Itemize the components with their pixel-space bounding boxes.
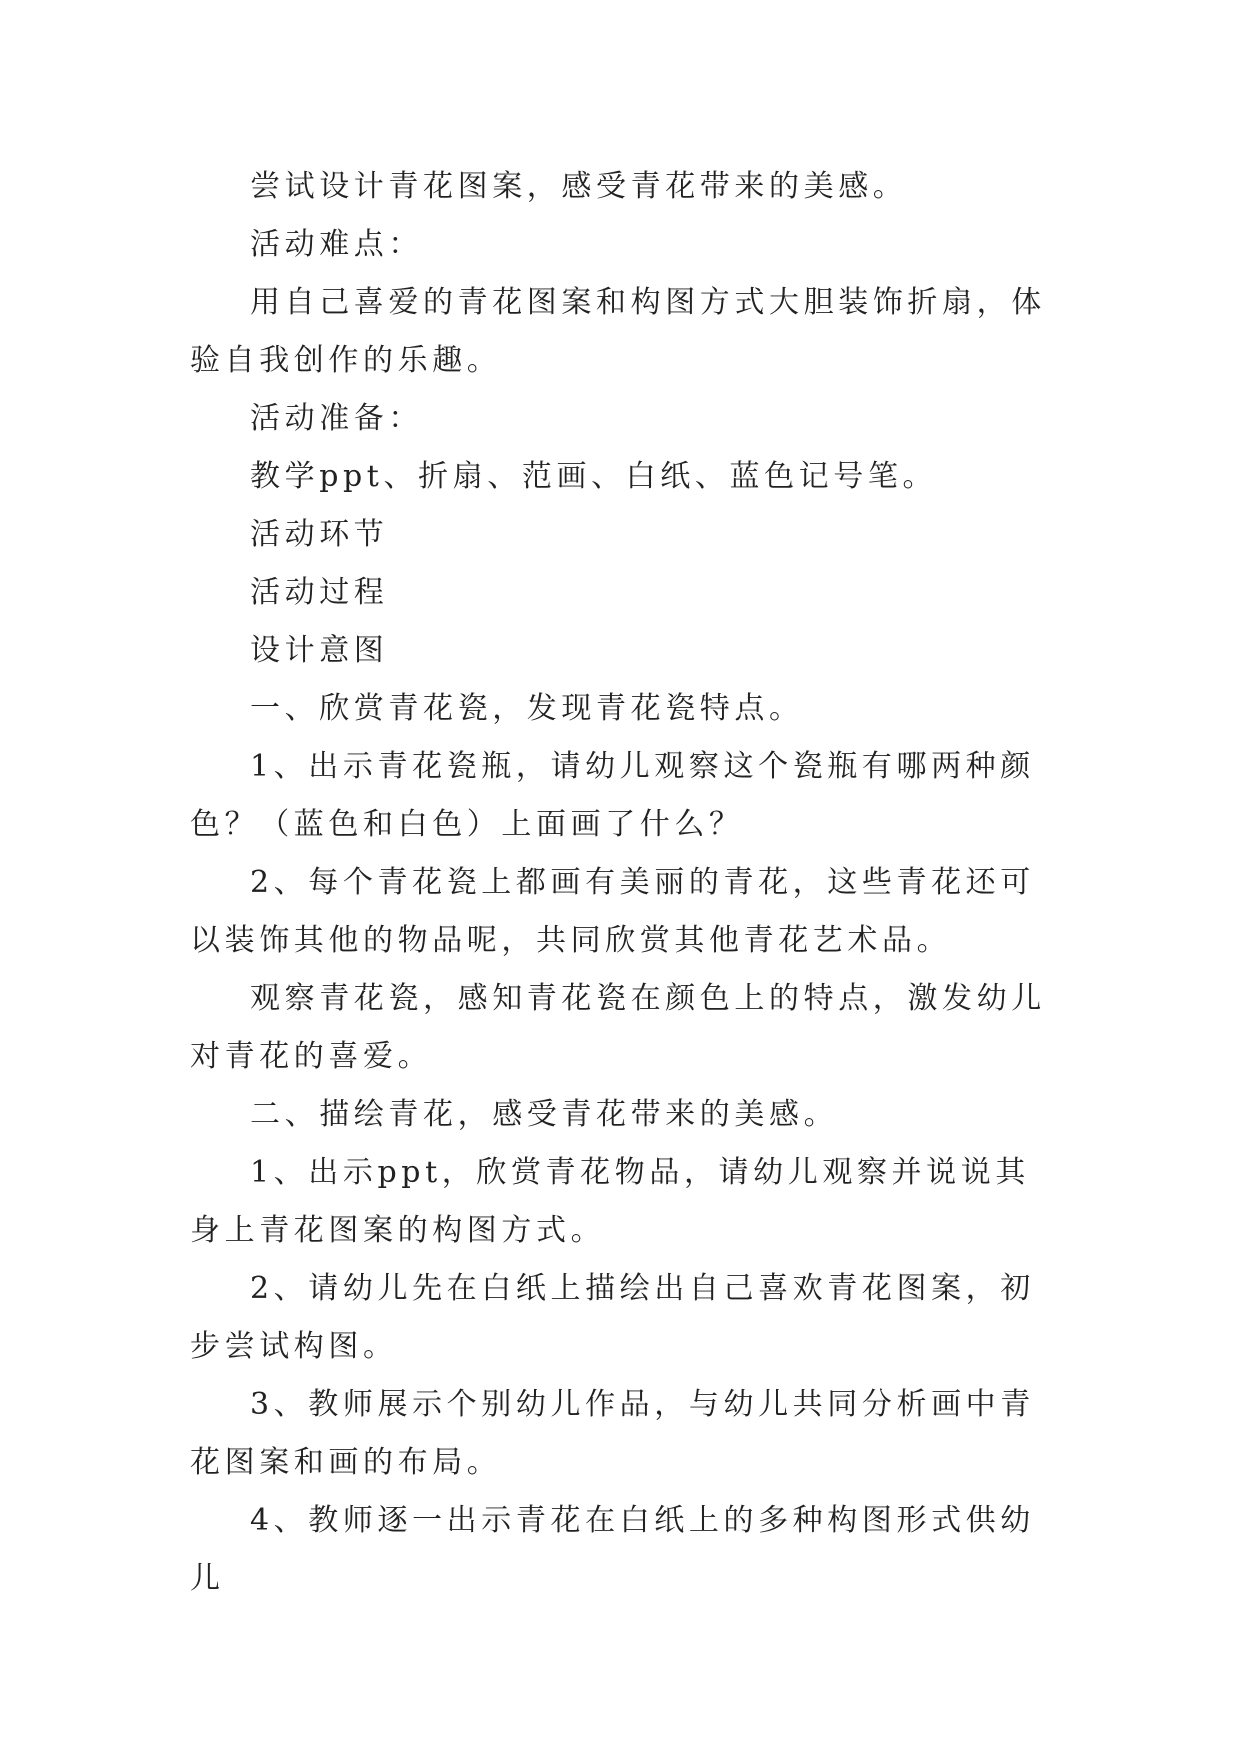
section-heading: 活动准备： (250, 401, 423, 436)
section-heading: 活动过程 (250, 575, 389, 610)
step-heading: 二、描绘青花，感受青花带来的美感。 (250, 1097, 839, 1132)
list-item: 2、每个青花瓷上都画有美丽的青花，这些青花还可以装饰其他的物品呢，共同欣赏其他青花艺术品。 (190, 865, 1035, 958)
paragraph: 尝试设计青花图案，感受青花带来的美感。 (250, 169, 908, 204)
section-heading: 活动难点： (250, 227, 423, 262)
list-item: 2、请幼儿先在白纸上描绘出自己喜欢青花图案，初步尝试构图。 (190, 1271, 1035, 1364)
list-item: 1、出示ppt，欣赏青花物品，请幼儿观察并说说其身上青花图案的构图方式。 (190, 1155, 1030, 1248)
section-heading: 活动环节 (250, 517, 389, 552)
document-body (190, 158, 1050, 1608)
paragraph: 观察青花瓷，感知青花瓷在颜色上的特点，激发幼儿对青花的喜爱。 (190, 981, 1046, 1074)
step-heading: 一、欣赏青花瓷，发现青花瓷特点。 (250, 691, 804, 726)
list-item: 4、教师逐一出示青花在白纸上的多种构图形式供幼儿 (190, 1503, 1035, 1596)
section-heading: 设计意图 (250, 633, 389, 668)
paragraph: 教学ppt、折扇、范画、白纸、蓝色记号笔。 (250, 459, 938, 494)
paragraph: 用自己喜爱的青花图案和构图方式大胆装饰折扇，体验自我创作的乐趣。 (190, 285, 1046, 378)
list-item: 1、出示青花瓷瓶，请幼儿观察这个瓷瓶有哪两种颜色？（蓝色和白色）上面画了什么？ (190, 749, 1035, 842)
list-item: 3、教师展示个别幼儿作品，与幼儿共同分析画中青花图案和画的布局。 (190, 1387, 1035, 1480)
